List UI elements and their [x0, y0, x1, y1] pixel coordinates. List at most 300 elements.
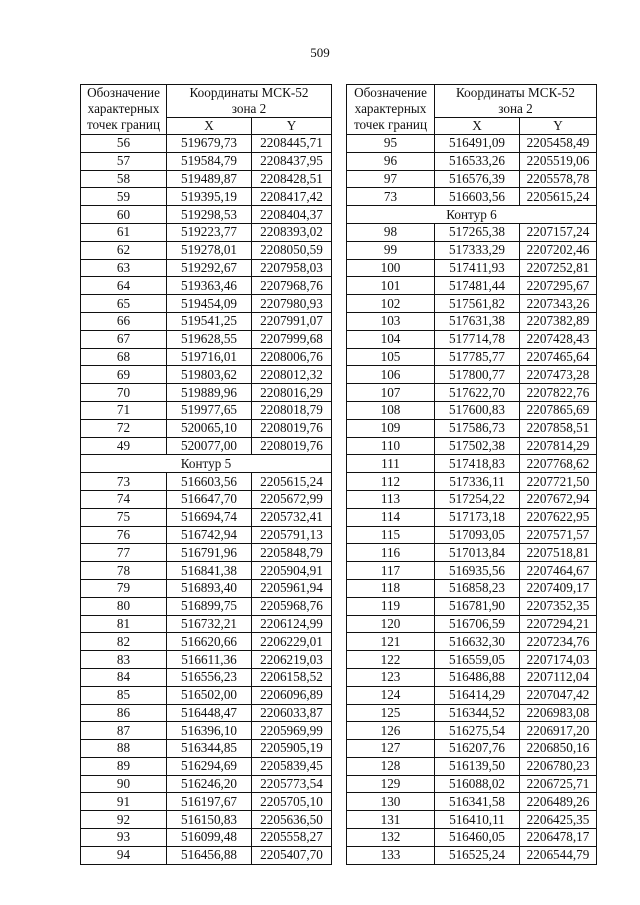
- x-value: 516344,85: [167, 740, 252, 758]
- table-row: [81, 544, 332, 562]
- x-value: 516559,05: [435, 651, 520, 669]
- table-row: [81, 740, 332, 758]
- coordinates-table-left: [80, 84, 332, 865]
- point-number: 63: [81, 259, 167, 277]
- point-number: 98: [347, 223, 435, 241]
- y-value: 2207822,76: [520, 384, 597, 402]
- table-row: [81, 401, 332, 419]
- point-number: 93: [81, 829, 167, 847]
- point-number: 74: [81, 490, 167, 508]
- point-number: 72: [81, 419, 167, 437]
- table-row: [347, 508, 597, 526]
- x-value: 516576,39: [435, 170, 520, 188]
- x-value: 517254,22: [435, 490, 520, 508]
- y-value: 2205672,99: [252, 490, 332, 508]
- y-value: 2207721,50: [520, 473, 597, 491]
- table-row: [81, 811, 332, 829]
- y-value: 2207174,03: [520, 651, 597, 669]
- y-value: 2207409,17: [520, 579, 597, 597]
- y-value: 2207980,93: [252, 295, 332, 313]
- y-value: 2205791,13: [252, 526, 332, 544]
- table-row: [347, 152, 597, 170]
- y-value: 2205458,49: [520, 135, 597, 153]
- table-row: [81, 188, 332, 206]
- x-value: 519298,53: [167, 206, 252, 224]
- x-value: 516694,74: [167, 508, 252, 526]
- x-value: 519541,25: [167, 312, 252, 330]
- x-value: 516899,75: [167, 597, 252, 615]
- point-number: 87: [81, 722, 167, 740]
- table-row: [347, 188, 597, 206]
- x-value: 516620,66: [167, 633, 252, 651]
- point-number: 71: [81, 401, 167, 419]
- point-number: 84: [81, 668, 167, 686]
- point-number: 104: [347, 330, 435, 348]
- table-row: [347, 295, 597, 313]
- point-number: 82: [81, 633, 167, 651]
- point-number: 110: [347, 437, 435, 455]
- y-value: 2208016,29: [252, 384, 332, 402]
- x-value: 516556,23: [167, 668, 252, 686]
- point-number: 129: [347, 775, 435, 793]
- table-row: [347, 686, 597, 704]
- point-number: 66: [81, 312, 167, 330]
- y-value: 2207672,94: [520, 490, 597, 508]
- y-value: 2207202,46: [520, 241, 597, 259]
- contour-row: [347, 206, 597, 224]
- x-value: 516275,54: [435, 722, 520, 740]
- x-value: 516781,90: [435, 597, 520, 615]
- table-row: [347, 544, 597, 562]
- table-row: [347, 135, 597, 153]
- table-row: [347, 223, 597, 241]
- point-number: 85: [81, 686, 167, 704]
- point-number: 125: [347, 704, 435, 722]
- table-row: [81, 348, 332, 366]
- table-row: [81, 330, 332, 348]
- x-value: 516486,88: [435, 668, 520, 686]
- point-number: 113: [347, 490, 435, 508]
- x-value: 517481,44: [435, 277, 520, 295]
- point-number: 116: [347, 544, 435, 562]
- table-row: [81, 259, 332, 277]
- x-value: 516706,59: [435, 615, 520, 633]
- point-number: 123: [347, 668, 435, 686]
- y-value: 2206544,79: [520, 846, 597, 864]
- point-number: 117: [347, 562, 435, 580]
- point-number: 112: [347, 473, 435, 491]
- y-value: 2207464,67: [520, 562, 597, 580]
- point-number: 68: [81, 348, 167, 366]
- point-number: 80: [81, 597, 167, 615]
- y-value: 2206780,23: [520, 757, 597, 775]
- table-row: [347, 775, 597, 793]
- table-row: [81, 615, 332, 633]
- point-number: 58: [81, 170, 167, 188]
- x-value: 516502,00: [167, 686, 252, 704]
- table-body-left: [81, 135, 332, 865]
- x-value: 517265,38: [435, 223, 520, 241]
- x-value: 516448,47: [167, 704, 252, 722]
- point-number: 118: [347, 579, 435, 597]
- point-number: 96: [347, 152, 435, 170]
- table-row: [347, 722, 597, 740]
- x-value: 519363,46: [167, 277, 252, 295]
- point-number: 75: [81, 508, 167, 526]
- x-value: 516414,29: [435, 686, 520, 704]
- y-value: 2206850,16: [520, 740, 597, 758]
- y-value: 2206229,01: [252, 633, 332, 651]
- point-number: 106: [347, 366, 435, 384]
- point-number: 91: [81, 793, 167, 811]
- table-row: [81, 384, 332, 402]
- table-row: [347, 651, 597, 669]
- point-number: 61: [81, 223, 167, 241]
- x-value: 517800,77: [435, 366, 520, 384]
- point-number: 121: [347, 633, 435, 651]
- x-value: 519679,73: [167, 135, 252, 153]
- x-value: 516150,83: [167, 811, 252, 829]
- x-value: 517336,11: [435, 473, 520, 491]
- table-row: [81, 473, 332, 491]
- table-row: [81, 223, 332, 241]
- x-value: 517013,84: [435, 544, 520, 562]
- x-value: 519489,87: [167, 170, 252, 188]
- y-value: 2207865,69: [520, 401, 597, 419]
- x-value: 516742,94: [167, 526, 252, 544]
- x-value: 519292,67: [167, 259, 252, 277]
- table-row: [347, 704, 597, 722]
- y-value: 2206489,26: [520, 793, 597, 811]
- y-value: 2206158,52: [252, 668, 332, 686]
- point-number: 73: [347, 188, 435, 206]
- y-value: 2206124,99: [252, 615, 332, 633]
- x-value: 517502,38: [435, 437, 520, 455]
- coordinates-header-line: зона 2: [498, 101, 533, 116]
- point-number: 73: [81, 473, 167, 491]
- point-number: 76: [81, 526, 167, 544]
- y-value: 2207958,03: [252, 259, 332, 277]
- point-number: 79: [81, 579, 167, 597]
- designation-header-line: точек границ: [86, 117, 161, 132]
- y-value: 2205578,78: [520, 170, 597, 188]
- y-value: 2207157,24: [520, 223, 597, 241]
- y-value: 2205905,19: [252, 740, 332, 758]
- x-value: 519584,79: [167, 152, 252, 170]
- page-number: 509: [310, 45, 330, 60]
- point-number: 90: [81, 775, 167, 793]
- table-row: [347, 668, 597, 686]
- point-number: 122: [347, 651, 435, 669]
- point-number: 120: [347, 615, 435, 633]
- coordinates-header: [435, 85, 597, 118]
- point-number: 107: [347, 384, 435, 402]
- point-number: 64: [81, 277, 167, 295]
- point-number: 69: [81, 366, 167, 384]
- table-row: [81, 152, 332, 170]
- y-value: 2207814,29: [520, 437, 597, 455]
- y-value: 2207294,21: [520, 615, 597, 633]
- point-number: 119: [347, 597, 435, 615]
- x-value: 516858,23: [435, 579, 520, 597]
- x-header: X: [167, 118, 252, 135]
- point-number: 130: [347, 793, 435, 811]
- y-value: 2207428,43: [520, 330, 597, 348]
- table-row: [347, 793, 597, 811]
- table-row: [347, 170, 597, 188]
- y-value: 2207999,68: [252, 330, 332, 348]
- y-value: 2208050,59: [252, 241, 332, 259]
- x-value: 516525,24: [435, 846, 520, 864]
- y-value: 2205519,06: [520, 152, 597, 170]
- table-row: [81, 775, 332, 793]
- x-value: 520077,00: [167, 437, 252, 455]
- x-value: 519716,01: [167, 348, 252, 366]
- y-value: 2208006,76: [252, 348, 332, 366]
- point-number: 114: [347, 508, 435, 526]
- table-row: [347, 348, 597, 366]
- point-number: 94: [81, 846, 167, 864]
- y-value: 2205705,10: [252, 793, 332, 811]
- y-value: 2208019,76: [252, 437, 332, 455]
- x-value: 519395,19: [167, 188, 252, 206]
- y-value: 2206096,89: [252, 686, 332, 704]
- x-value: 516647,70: [167, 490, 252, 508]
- table-row: [347, 846, 597, 864]
- table-row: [347, 757, 597, 775]
- table-row: [81, 633, 332, 651]
- table-row: [347, 811, 597, 829]
- x-value: 516456,88: [167, 846, 252, 864]
- x-value: 517785,77: [435, 348, 520, 366]
- point-number: 67: [81, 330, 167, 348]
- table-row: [81, 206, 332, 224]
- table-row: [347, 740, 597, 758]
- table-row: [81, 704, 332, 722]
- table-row: [81, 277, 332, 295]
- y-value: 2208393,02: [252, 223, 332, 241]
- table-row: [81, 170, 332, 188]
- point-number: 105: [347, 348, 435, 366]
- y-value: 2208417,42: [252, 188, 332, 206]
- y-value: 2207343,26: [520, 295, 597, 313]
- x-value: 516491,09: [435, 135, 520, 153]
- y-value: 2207352,35: [520, 597, 597, 615]
- y-header: Y: [252, 118, 332, 135]
- table-row: [347, 259, 597, 277]
- x-value: 516410,11: [435, 811, 520, 829]
- table-row: [347, 490, 597, 508]
- point-number: 49: [81, 437, 167, 455]
- table-body-right: [347, 135, 597, 865]
- y-value: 2205968,76: [252, 597, 332, 615]
- table-row: [347, 366, 597, 384]
- designation-header-line: характерных: [87, 101, 160, 116]
- x-value: 517631,38: [435, 312, 520, 330]
- x-value: 519977,65: [167, 401, 252, 419]
- table-row: [81, 135, 332, 153]
- table-row: [81, 668, 332, 686]
- x-value: 516246,20: [167, 775, 252, 793]
- table-row: [81, 312, 332, 330]
- point-number: 95: [347, 135, 435, 153]
- x-value: 517093,05: [435, 526, 520, 544]
- x-value: 519628,55: [167, 330, 252, 348]
- y-value: 2206478,17: [520, 829, 597, 847]
- table-row: [81, 562, 332, 580]
- designation-header-line: Обозначение: [87, 85, 160, 100]
- y-value: 2205839,45: [252, 757, 332, 775]
- x-value: 517173,18: [435, 508, 520, 526]
- y-value: 2205615,24: [252, 473, 332, 491]
- table-row: [81, 722, 332, 740]
- x-value: 517418,83: [435, 455, 520, 473]
- designation-header-line: характерных: [354, 101, 427, 116]
- point-number: 115: [347, 526, 435, 544]
- x-value: 516893,40: [167, 579, 252, 597]
- coordinates-header-line: Координаты МСК-52: [456, 85, 575, 100]
- table-row: [347, 312, 597, 330]
- y-value: 2207252,81: [520, 259, 597, 277]
- table-row: [81, 846, 332, 864]
- y-value: 2205615,24: [520, 188, 597, 206]
- y-value: 2207518,81: [520, 544, 597, 562]
- table-row: [347, 277, 597, 295]
- y-value: 2208018,79: [252, 401, 332, 419]
- x-value: 516841,38: [167, 562, 252, 580]
- point-number: 124: [347, 686, 435, 704]
- table-row: [81, 579, 332, 597]
- point-number: 88: [81, 740, 167, 758]
- x-value: 517714,78: [435, 330, 520, 348]
- x-value: 516139,50: [435, 757, 520, 775]
- table-row: [347, 597, 597, 615]
- table-row: [81, 757, 332, 775]
- x-value: 516603,56: [435, 188, 520, 206]
- table-row: [81, 419, 332, 437]
- point-number: 126: [347, 722, 435, 740]
- y-value: 2205848,79: [252, 544, 332, 562]
- table-row: [81, 490, 332, 508]
- y-value: 2207622,95: [520, 508, 597, 526]
- point-number: 111: [347, 455, 435, 473]
- y-value: 2205407,70: [252, 846, 332, 864]
- point-number: 78: [81, 562, 167, 580]
- y-value: 2206219,03: [252, 651, 332, 669]
- table-row: [81, 829, 332, 847]
- point-number: 92: [81, 811, 167, 829]
- table-row: [347, 579, 597, 597]
- table-row: [347, 455, 597, 473]
- y-value: 2208404,37: [252, 206, 332, 224]
- x-value: 516344,52: [435, 704, 520, 722]
- x-value: 516632,30: [435, 633, 520, 651]
- y-value: 2205636,50: [252, 811, 332, 829]
- y-value: 2206725,71: [520, 775, 597, 793]
- y-value: 2207295,67: [520, 277, 597, 295]
- designation-header: [81, 85, 167, 135]
- y-value: 2208437,95: [252, 152, 332, 170]
- x-value: 516396,10: [167, 722, 252, 740]
- table-row: [81, 366, 332, 384]
- y-value: 2207991,07: [252, 312, 332, 330]
- y-value: 2207382,89: [520, 312, 597, 330]
- point-number: 100: [347, 259, 435, 277]
- x-value: 519889,96: [167, 384, 252, 402]
- table-row: [81, 508, 332, 526]
- x-value: 519454,09: [167, 295, 252, 313]
- point-number: 108: [347, 401, 435, 419]
- designation-header: [347, 85, 435, 135]
- table-row: [347, 829, 597, 847]
- point-number: 57: [81, 152, 167, 170]
- y-value: 2206983,08: [520, 704, 597, 722]
- x-value: 516197,67: [167, 793, 252, 811]
- x-value: 516294,69: [167, 757, 252, 775]
- point-number: 131: [347, 811, 435, 829]
- point-number: 127: [347, 740, 435, 758]
- table-row: [347, 473, 597, 491]
- x-value: 516207,76: [435, 740, 520, 758]
- x-value: 520065,10: [167, 419, 252, 437]
- y-value: 2207968,76: [252, 277, 332, 295]
- table-row: [347, 384, 597, 402]
- x-value: 517622,70: [435, 384, 520, 402]
- coordinates-header: [167, 85, 332, 118]
- x-value: 519223,77: [167, 223, 252, 241]
- contour-label: Контур 5: [81, 455, 332, 473]
- x-value: 517586,73: [435, 419, 520, 437]
- table-row: [347, 330, 597, 348]
- y-value: 2208445,71: [252, 135, 332, 153]
- x-value: 517411,93: [435, 259, 520, 277]
- y-value: 2205558,27: [252, 829, 332, 847]
- table-row: [347, 526, 597, 544]
- table-row: [81, 241, 332, 259]
- table-row: [81, 437, 332, 455]
- y-header: Y: [520, 118, 597, 135]
- table-row: [81, 295, 332, 313]
- coordinates-header-line: зона 2: [231, 101, 267, 116]
- point-number: 60: [81, 206, 167, 224]
- table-row: [81, 651, 332, 669]
- point-number: 81: [81, 615, 167, 633]
- x-value: 516341,58: [435, 793, 520, 811]
- point-number: 109: [347, 419, 435, 437]
- x-value: 517333,29: [435, 241, 520, 259]
- point-number: 128: [347, 757, 435, 775]
- table-row: [81, 686, 332, 704]
- x-value: 517600,83: [435, 401, 520, 419]
- point-number: 56: [81, 135, 167, 153]
- x-value: 516611,36: [167, 651, 252, 669]
- table-row: [347, 615, 597, 633]
- point-number: 70: [81, 384, 167, 402]
- table-row: [81, 526, 332, 544]
- table-row: [347, 401, 597, 419]
- y-value: 2206033,87: [252, 704, 332, 722]
- point-number: 83: [81, 651, 167, 669]
- point-number: 102: [347, 295, 435, 313]
- table-row: [347, 241, 597, 259]
- point-number: 59: [81, 188, 167, 206]
- designation-header-line: Обозначение: [354, 85, 427, 100]
- y-value: 2208012,32: [252, 366, 332, 384]
- x-value: 519803,62: [167, 366, 252, 384]
- table-row: [81, 793, 332, 811]
- point-number: 133: [347, 846, 435, 864]
- point-number: 77: [81, 544, 167, 562]
